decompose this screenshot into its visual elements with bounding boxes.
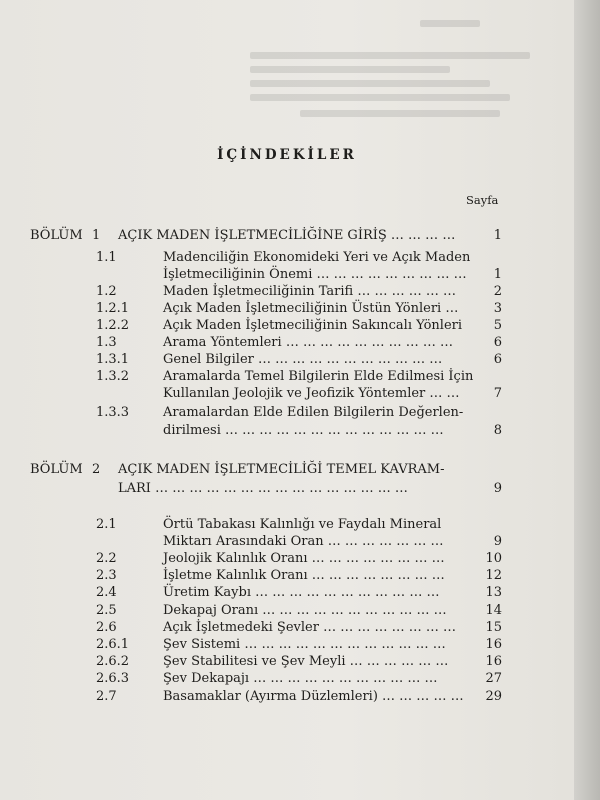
entry-page: 16 — [485, 637, 502, 652]
entry-page: 7 — [493, 386, 502, 401]
chapter-title-cont[interactable]: LARI … … … … … … … … … … … … … … … — [118, 481, 408, 496]
entry-title-cont[interactable]: dirilmesi … … … … … … … … … … … … … — [163, 423, 444, 438]
entry-title[interactable]: Aramalardan Elde Edilen Bilgilerin Değerlen- — [163, 405, 464, 420]
chapter-2-heading[interactable] — [30, 462, 445, 478]
chapter-1-page: 1 — [493, 228, 502, 243]
entry-title[interactable]: Açık Maden İşletmeciliğinin Üstün Yönleri … — [163, 301, 459, 316]
entry-number: 2.6 — [96, 620, 117, 635]
entry-title[interactable]: Basamaklar (Ayırma Düzlemleri) … … … … … — [163, 689, 464, 704]
chapter-1-heading[interactable] — [30, 228, 456, 244]
entry-title[interactable]: İşletme Kalınlık Oranı … … … … … … … … — [163, 568, 445, 583]
entry-title[interactable]: Aramalarda Temel Bilgilerin Elde Edilmesi İçin — [163, 369, 474, 384]
entry-title-cont[interactable]: Kullanılan Jeolojik ve Jeofizik Yöntemler … … — [163, 386, 460, 401]
entry-title[interactable]: Açık İşletmedeki Şevler … … … … … … … … — [163, 620, 456, 635]
entry-page: 3 — [493, 301, 502, 316]
page-edge — [574, 0, 600, 800]
entry-page: 16 — [485, 654, 502, 669]
entry-number: 1.2 — [96, 284, 117, 299]
chapter-number: 1 — [92, 228, 101, 243]
entry-page: 2 — [493, 284, 502, 299]
entry-title[interactable]: Arama Yöntemleri … … … … … … … … … … — [163, 335, 454, 350]
entry-number: 2.4 — [96, 585, 117, 600]
entry-page: 6 — [493, 335, 502, 350]
entry-number: 2.2 — [96, 551, 117, 566]
entry-page: 5 — [493, 318, 502, 333]
entry-title[interactable]: Jeolojik Kalınlık Oranı … … … … … … … … — [163, 551, 445, 566]
entry-number: 1.1 — [96, 250, 117, 265]
chapter-label: BÖLÜM — [30, 462, 83, 477]
entry-number: 2.6.2 — [96, 654, 130, 669]
entry-number: 1.2.2 — [96, 318, 130, 333]
page-column-label: Sayfa — [466, 193, 499, 207]
entry-page: 29 — [485, 689, 502, 704]
chapter-2-page: 9 — [493, 481, 502, 496]
entry-title-cont[interactable]: Miktarı Arasındaki Oran … … … … … … … — [163, 534, 444, 549]
entry-title-cont[interactable]: İşletmeciliğinin Önemi … … … … … … … … … — [163, 267, 467, 282]
entry-title[interactable]: Açık Maden İşletmeciliğinin Sakıncalı Yönleri — [163, 318, 463, 333]
entry-number: 1.2.1 — [96, 301, 130, 316]
entry-number: 2.6.1 — [96, 637, 130, 652]
entry-title[interactable]: Şev Sistemi … … … … … … … … … … … … — [163, 637, 446, 652]
entry-page: 1 — [493, 267, 502, 282]
chapter-title: AÇIK MADEN İŞLETMECİLİĞİ TEMEL KAVRAM- — [118, 462, 445, 477]
entry-number: 1.3.3 — [96, 405, 130, 420]
entry-page: 6 — [493, 352, 502, 367]
chapter-label: BÖLÜM — [30, 228, 83, 243]
entry-title[interactable]: Örtü Tabakası Kalınlığı ve Faydalı Mineral — [163, 517, 442, 532]
page-title: İÇİNDEKİLER — [217, 147, 357, 163]
entry-title[interactable]: Maden İşletmeciliğinin Tarifi … … … … … … — [163, 284, 457, 299]
chapter-number: 2 — [92, 462, 101, 477]
entry-page: 27 — [485, 671, 502, 686]
chapter-title: AÇIK MADEN İŞLETMECİLİĞİNE GİRİŞ … … … … — [118, 228, 456, 243]
entry-page: 12 — [485, 568, 502, 583]
entry-title[interactable]: Genel Bilgiler … … … … … … … … … … … — [163, 352, 443, 367]
entry-title[interactable]: Şev Stabilitesi ve Şev Meyli … … … … … … — [163, 654, 449, 669]
entry-number: 1.3.1 — [96, 352, 130, 367]
entry-page: 15 — [485, 620, 502, 635]
entry-page: 10 — [485, 551, 502, 566]
entry-page: 13 — [485, 585, 502, 600]
entry-title[interactable]: Şev Dekapajı … … … … … … … … … … … — [163, 671, 438, 686]
entry-title[interactable]: Madenciliğin Ekonomideki Yeri ve Açık Maden — [163, 250, 471, 265]
entry-number: 2.3 — [96, 568, 117, 583]
entry-page: 8 — [493, 423, 502, 438]
entry-page: 9 — [493, 534, 502, 549]
entry-number: 2.6.3 — [96, 671, 130, 686]
entry-number: 1.3 — [96, 335, 117, 350]
entry-number: 2.5 — [96, 603, 117, 618]
entry-number: 2.7 — [96, 689, 117, 704]
entry-title[interactable]: Dekapaj Oranı … … … … … … … … … … … — [163, 603, 447, 618]
entry-number: 1.3.2 — [96, 369, 130, 384]
entry-page: 14 — [485, 603, 502, 618]
entry-title[interactable]: Üretim Kaybı … … … … … … … … … … … — [163, 585, 440, 600]
bleed-through-text — [0, 0, 574, 140]
entry-number: 2.1 — [96, 517, 117, 532]
